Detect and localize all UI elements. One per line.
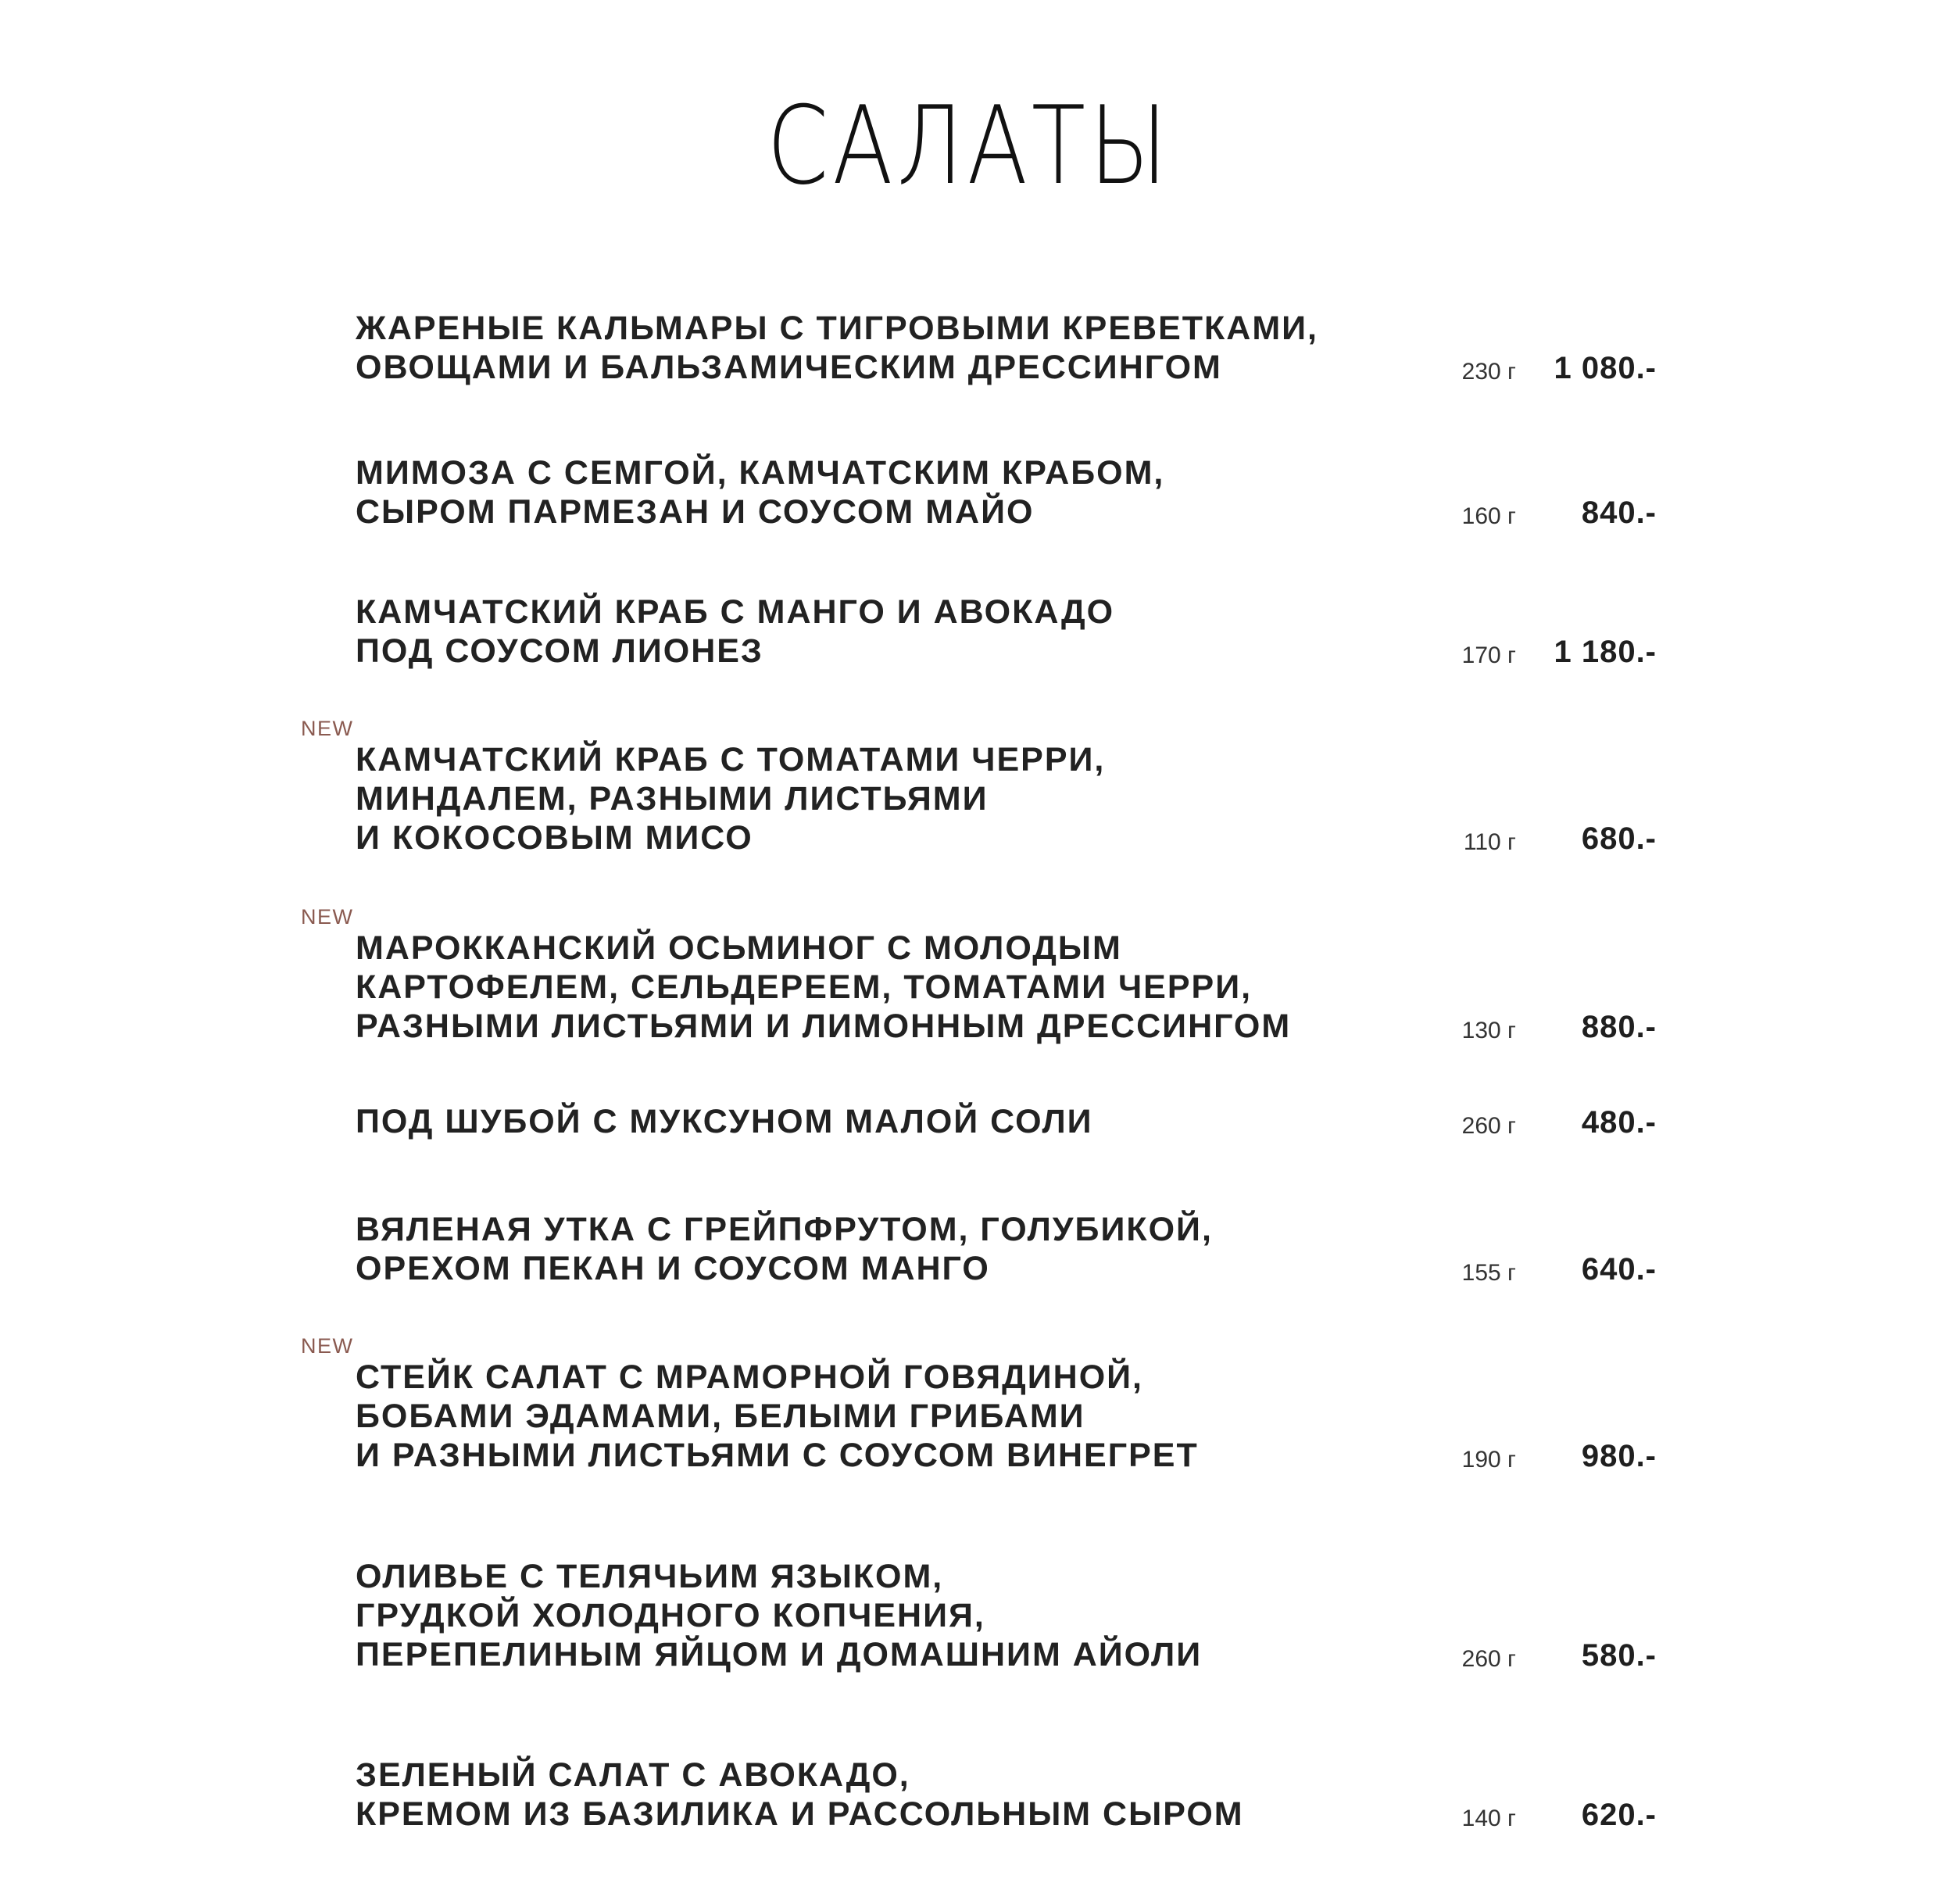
item-weight: 260 г (1461, 1113, 1516, 1139)
item-weight: 155 г (1461, 1260, 1516, 1286)
item-name: ПОД ШУБОЙ С МУКСУНОМ МАЛОЙ СОЛИ (356, 1103, 1093, 1140)
item-weight: 130 г (1461, 1018, 1516, 1043)
item-name: КАМЧАТСКИЙ КРАБ С ТОМАТАМИ ЧЕРРИ, МИНДАЛЕМ, РАЗНЫМИ ЛИСТЬЯМИ И КОКОСОВЫМ МИСО (356, 741, 1106, 857)
item-price: 1 180.- (1554, 635, 1657, 669)
item-price: 980.- (1581, 1439, 1657, 1473)
new-badge: NEW (301, 905, 354, 929)
new-badge: NEW (301, 717, 354, 740)
page-title: САЛАТЫ (767, 83, 1171, 209)
new-badge: NEW (301, 1334, 354, 1358)
item-price: 840.- (1581, 496, 1657, 530)
item-weight: 140 г (1461, 1806, 1516, 1831)
item-weight: 260 г (1461, 1646, 1516, 1672)
item-name: ВЯЛЕНАЯ УТКА С ГРЕЙПФРУТОМ, ГОЛУБИКОЙ, ОРЕХОМ ПЕКАН И СОУСОМ МАНГО (356, 1211, 1213, 1287)
item-price: 880.- (1581, 1010, 1657, 1044)
item-weight: 230 г (1461, 359, 1516, 385)
item-name: СТЕЙК САЛАТ С МРАМОРНОЙ ГОВЯДИНОЙ, БОБАМИ ЭДАМАМИ, БЕЛЫМИ ГРИБАМИ И РАЗНЫМИ ЛИСТЬЯМИ С СОУСОМ ВИНЕГРЕТ (356, 1358, 1199, 1474)
item-name: МАРОККАНСКИЙ ОСЬМИНОГ С МОЛОДЫМ КАРТОФЕЛЕМ, СЕЛЬДЕРЕЕМ, ТОМАТАМИ ЧЕРРИ, РАЗНЫМИ ЛИСТЬЯМИ И ЛИМОННЫМ ДРЕССИНГОМ (356, 929, 1292, 1045)
item-price: 640.- (1581, 1252, 1657, 1287)
item-name: ЖАРЕНЫЕ КАЛЬМАРЫ С ТИГРОВЫМИ КРЕВЕТКАМИ, ОВОЩАМИ И БАЛЬЗАМИЧЕСКИМ ДРЕССИНГОМ (356, 310, 1318, 386)
item-weight: 170 г (1461, 642, 1516, 668)
item-weight: 110 г (1463, 829, 1516, 855)
item-name: ОЛИВЬЕ С ТЕЛЯЧЬИМ ЯЗЫКОМ, ГРУДКОЙ ХОЛОДНОГО КОПЧЕНИЯ, ПЕРЕПЕЛИНЫМ ЯЙЦОМ И ДОМАШНИМ АЙОЛИ (356, 1558, 1203, 1673)
item-price: 480.- (1581, 1105, 1657, 1140)
item-name: КАМЧАТСКИЙ КРАБ С МАНГО И АВОКАДО ПОД СОУСОМ ЛИОНЕЗ (356, 593, 1115, 670)
item-name: МИМОЗА С СЕМГОЙ, КАМЧАТСКИМ КРАБОМ, СЫРОМ ПАРМЕЗАН И СОУСОМ МАЙО (356, 454, 1165, 531)
item-price: 680.- (1581, 821, 1657, 856)
item-price: 1 080.- (1554, 351, 1657, 385)
item-name: ЗЕЛЕНЫЙ САЛАТ С АВОКАДО, КРЕМОМ ИЗ БАЗИЛИКА И РАССОЛЬНЫМ СЫРОМ (356, 1756, 1244, 1833)
item-weight: 190 г (1461, 1447, 1516, 1473)
item-price: 620.- (1581, 1798, 1657, 1832)
item-weight: 160 г (1461, 503, 1516, 529)
item-price: 580.- (1581, 1638, 1657, 1673)
